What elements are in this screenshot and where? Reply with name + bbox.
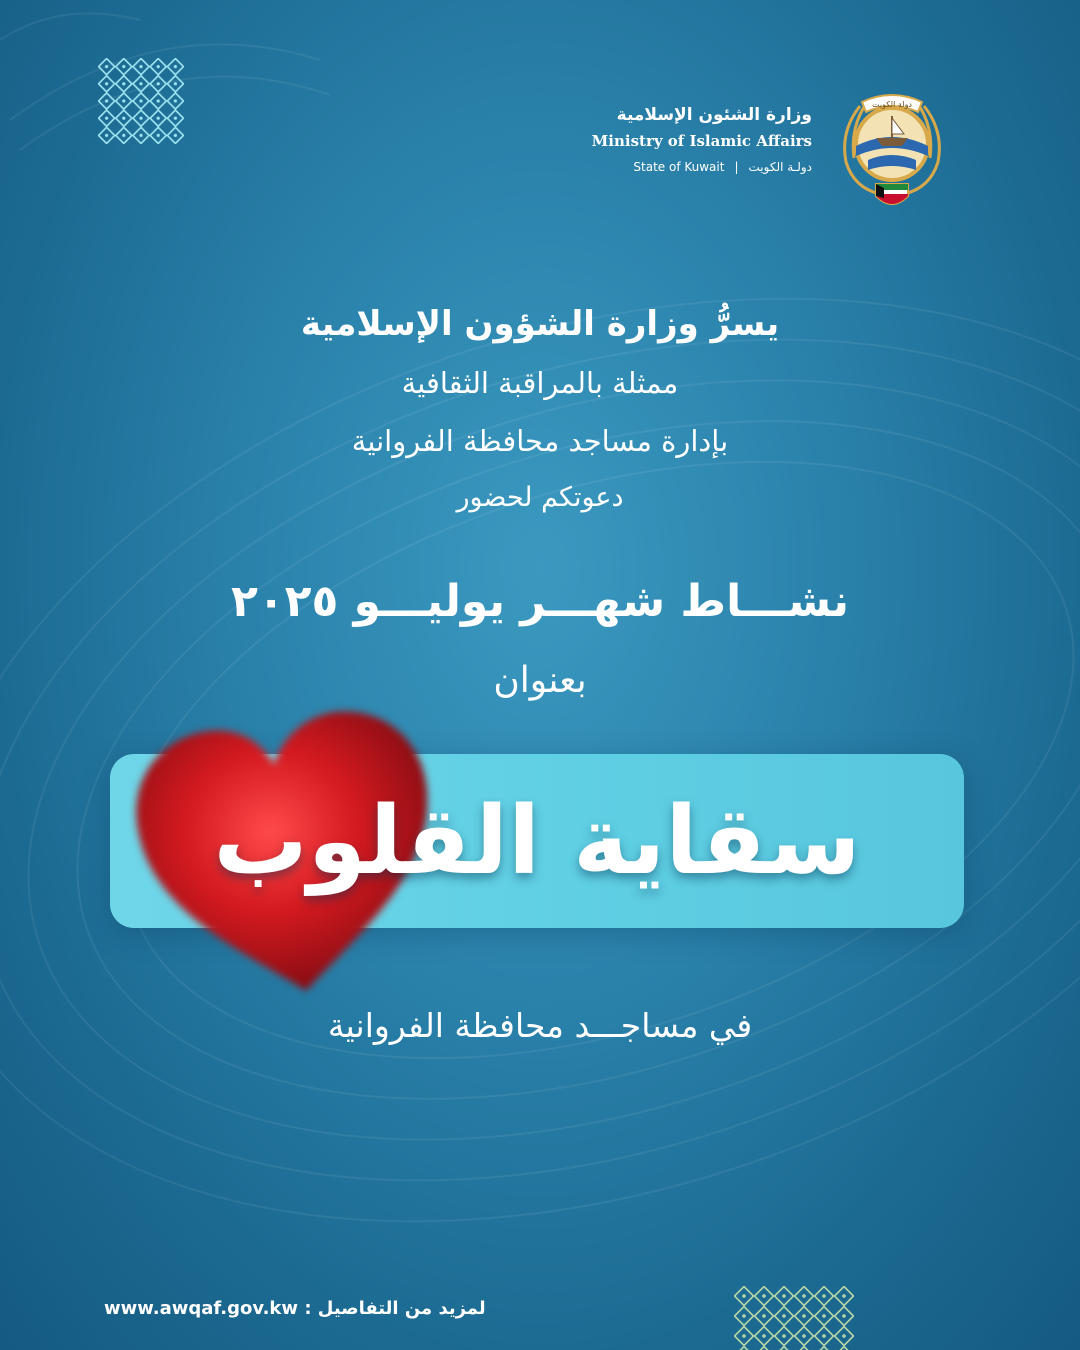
state-name-arabic: دولـة الكويت	[748, 160, 812, 174]
kuwait-emblem-icon	[832, 86, 952, 216]
ministry-header	[482, 104, 812, 177]
decorative-lattice-icon	[98, 58, 184, 144]
ministry-name-arabic: وزارة الشئون الإسلامية	[616, 105, 812, 125]
activity-heading: نشـــاط شهـــر يوليـــو ٢٠٢٥	[230, 576, 850, 627]
emblem-ribbon-text: دولة الكويت	[872, 100, 912, 109]
state-separator: |	[734, 160, 739, 174]
details-label: لمزيد من التفاصيل :	[304, 1298, 486, 1319]
state-name-english: State of Kuwait	[633, 160, 725, 174]
website-link[interactable]: www.awqaf.gov.kw	[104, 1298, 299, 1319]
invitation-line-department: ممثلة بالمراقبة الثقافية	[401, 366, 679, 400]
titled-label: بعنوان	[493, 660, 587, 701]
decorative-lattice-icon	[734, 1286, 854, 1350]
event-title: سقاية القلوب	[213, 786, 861, 896]
invitation-line-invite: دعوتكم لحضور	[456, 482, 624, 513]
invitation-line-ministry: يسرُّ وزارة الشؤون الإسلامية	[300, 304, 780, 344]
state-line	[482, 157, 812, 177]
invitation-line-administration: بإدارة مساجد محافظة الفروانية	[351, 424, 729, 458]
footer-details	[104, 1298, 486, 1319]
ministry-name-english: Ministry of Islamic Affairs	[591, 132, 812, 150]
event-location: في مساجـــد محافظة الفروانية	[327, 1006, 753, 1045]
